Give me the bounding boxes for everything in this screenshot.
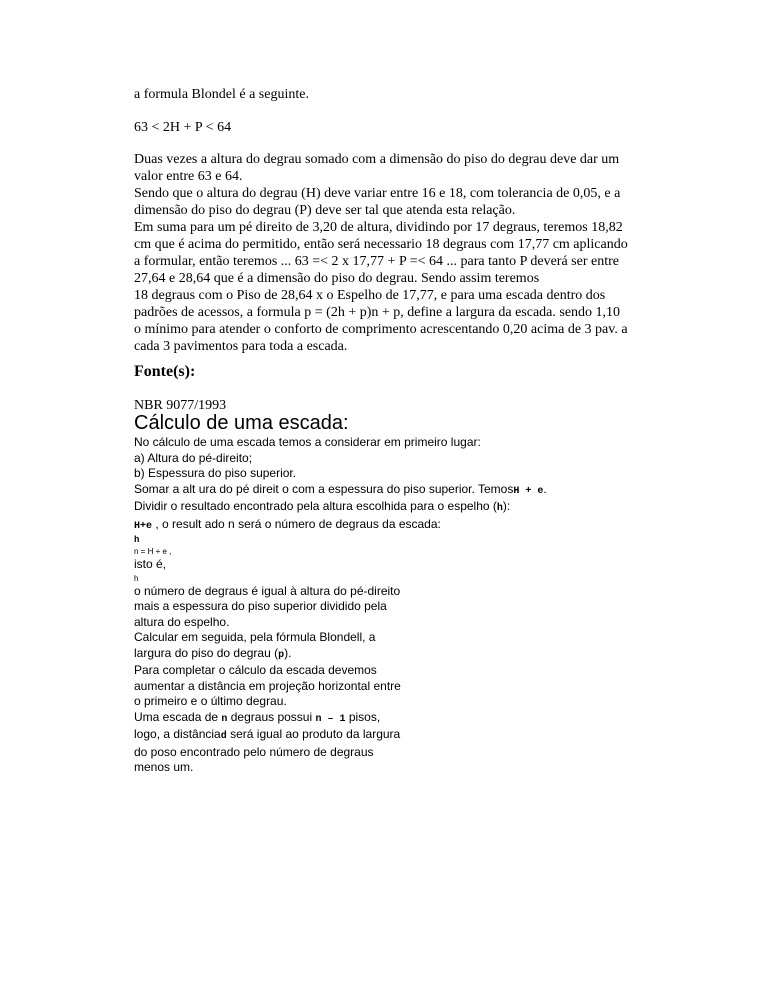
calc-text: ):	[502, 499, 511, 513]
calc-line	[134, 499, 574, 517]
answer-line: padrões de acessos, a formula p = (2h + p)n + p, define a largura da escada. sendo 1,10	[134, 305, 621, 320]
intro-text: a formula Blondel é a seguinte.	[134, 87, 309, 102]
calc-line: menos um.	[134, 760, 194, 774]
answer-line: valor entre 63 e 64.	[134, 169, 243, 184]
formula-h: h	[134, 573, 139, 583]
section-title: Cálculo de uma escada:	[134, 412, 349, 434]
sources-heading: Fonte(s):	[134, 363, 196, 380]
formula-n-minus-1: n – 1	[315, 713, 346, 725]
calculation-section	[134, 435, 574, 776]
variable-d: d	[220, 731, 227, 742]
calc-text: .	[543, 481, 547, 496]
answer-line: cada 3 pavimentos para toda a escada.	[134, 339, 348, 354]
formula-numerator: H+e	[134, 520, 153, 532]
calc-line: b) Espessura do piso superior.	[134, 466, 297, 480]
blondel-formula: 63 < 2H + P < 64	[134, 120, 232, 135]
variable-p: p	[278, 649, 285, 661]
calc-text: largura do piso do degrau (	[134, 645, 279, 660]
answer-line: o mínimo para atender o conforto de comprimento acrescentando 0,20 acima de 3 pav. a	[134, 322, 628, 337]
answer-line: 18 degraus com o Piso de 28,64 x o Espelho de 17,77, e para uma escada dentro dos	[134, 288, 606, 303]
calc-text: Somar a alt ura do pé direit o com a espessura do piso superior. Temos	[134, 481, 514, 496]
formula-n: n = H + e ,	[134, 547, 172, 556]
calc-text: logo, a distância	[134, 727, 221, 741]
calc-text: pisos,	[345, 709, 381, 724]
answer-paragraph	[134, 151, 654, 355]
calc-line	[134, 646, 574, 664]
calc-line: aumentar a distância em projeção horizontal entre	[134, 678, 401, 693]
calc-line: do poso encontrado pelo número de degraus	[134, 744, 374, 759]
answer-line: Sendo que o altura do degrau (H) deve variar entre 16 e 18, com tolerancia de 0,05, e a	[134, 186, 621, 201]
calc-line	[134, 517, 574, 535]
variable-h: h	[496, 503, 503, 514]
answer-line: 27,64 e 28,64 que é a dimensão do piso do degrau. Sendo assim teremos	[134, 271, 540, 286]
calc-text: Uma escada de	[134, 709, 219, 724]
formula-denominator: h	[134, 535, 140, 545]
calc-line: o número de degraus é igual à altura do pé-direito	[134, 583, 401, 598]
variable-n: n	[221, 713, 228, 725]
source-reference: NBR 9077/1993	[134, 398, 227, 413]
calc-text: Dividir o resultado encontrado pela altura escolhida para o espelho (	[134, 499, 497, 513]
calc-line	[134, 482, 574, 500]
calc-line: altura do espelho.	[134, 614, 230, 629]
calc-line: Para completar o cálculo da escada devemos	[134, 663, 377, 677]
calc-line: o primeiro e o último degrau.	[134, 694, 287, 708]
calc-line	[134, 710, 574, 728]
calc-line: isto é,	[134, 557, 167, 571]
answer-line: dimensão do piso do degrau (P) deve ser tal que atenda esta relação.	[134, 203, 516, 218]
calc-line: Calcular em seguida, pela fórmula Blondell, a	[134, 630, 376, 644]
answer-line: cm que é acima do permitido, então será necessario 18 degraus com 17,77 cm aplicando	[134, 237, 628, 252]
calc-line: No cálculo de uma escada temos a considerar em primeiro lugar:	[134, 435, 481, 449]
calc-line: mais a espessura do piso superior dividido pela	[134, 599, 387, 613]
answer-line: Duas vezes a altura do degrau somado com a dimensão do piso do degrau deve dar um	[134, 152, 620, 167]
calc-line: a) Altura do pé-direito;	[134, 450, 253, 465]
calc-line	[134, 727, 574, 745]
answer-line: Em suma para um pé direito de 3,20 de altura, dividindo por 17 degraus, teremos 18,82	[134, 220, 623, 235]
answer-line: a formular, então teremos ... 63 =< 2 x 17,77 + P =< 64 ... para tanto P deverá ser entre	[134, 254, 619, 269]
formula-h-plus-e: H + e	[513, 485, 544, 497]
calc-text: será igual ao produto da largura	[230, 727, 401, 741]
calc-text: , o result ado n será o número de degraus da escada:	[152, 516, 441, 531]
calc-text: degraus possui	[230, 709, 313, 724]
calc-text: ).	[284, 645, 292, 660]
